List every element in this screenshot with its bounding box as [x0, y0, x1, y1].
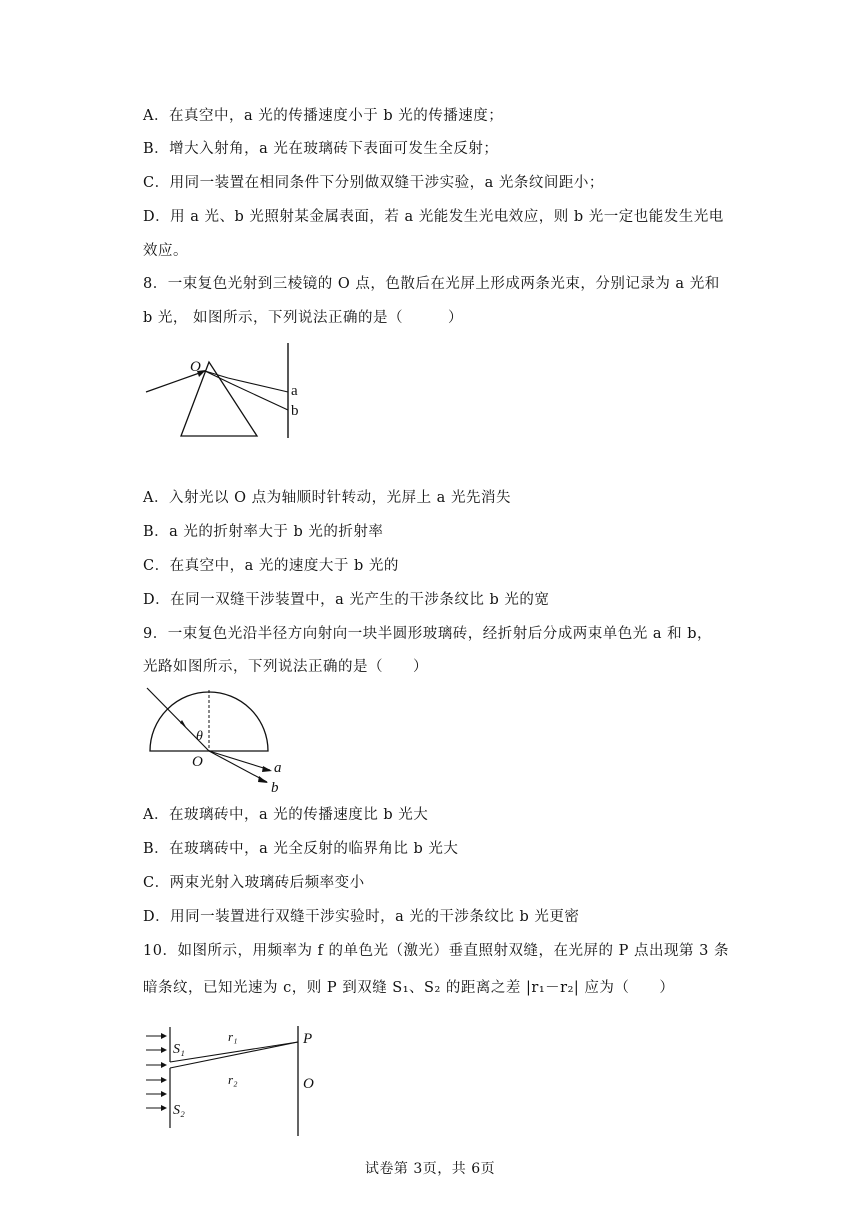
q9-stem: 9．一束复色光沿半径方向射向一块半圆形玻璃砖，经折射后分成两束单色光 a 和 b， [143, 626, 712, 642]
q10-stem: 10．如图所示，用频率为 f 的单色光（激光）垂直照射双缝，在光屏的 P 点出现第 3 条 [143, 943, 729, 959]
q8-option-d: D．在同一双缝干涉装置中，a 光产生的干涉条纹比 b 光的宽 [143, 592, 550, 608]
q8-option-a: A．入射光以 O 点为轴顺时针转动，光屏上 a 光先消失 [143, 490, 511, 506]
page-footer: 试卷第 3页，共 6页 [364, 1161, 496, 1177]
q7-option-c: C．用同一装置在相同条件下分别做双缝干涉实验，a 光条纹间距小； [143, 175, 604, 191]
q7-option-d-continued: 效应。 [143, 243, 188, 259]
q9-option-b: B．在玻璃砖中，a 光全反射的临界角比 b 光大 [143, 841, 459, 857]
q10-label-r1: r₁ [228, 1029, 238, 1044]
q9-label-theta: θ [196, 729, 203, 744]
q9-semicircle-figure [140, 684, 300, 796]
q10-stem-continued: 暗条纹，已知光速为 c，则 P 到双缝 S₁、S₂ 的距离之差 |r₁－r₂| 应为（ ） [143, 980, 675, 996]
q9-label-b: b [271, 780, 279, 796]
q10-label-r2: r₂ [228, 1072, 238, 1087]
q9-label-a: a [274, 760, 282, 776]
q9-option-d: D．用同一装置进行双缝干涉实验时，a 光的干涉条纹比 b 光更密 [143, 909, 580, 925]
q10-label-s2: S₂ [173, 1103, 185, 1118]
q10-label-o: O [303, 1076, 314, 1092]
q8-label-o: O [190, 359, 201, 375]
q9-stem-continued: 光路如图所示，下列说法正确的是（ ） [143, 659, 428, 675]
q8-prism-figure [140, 340, 310, 442]
q7-option-b: B．增大入射角，a 光在玻璃砖下表面可发生全反射； [143, 141, 499, 157]
q10-label-p: P [303, 1031, 313, 1047]
q9-option-a: A．在玻璃砖中，a 光的传播速度比 b 光大 [143, 807, 429, 823]
q8-stem-continued: b 光， 如图所示，下列说法正确的是（ ） [143, 310, 463, 326]
q10-double-slit-figure [140, 1024, 330, 1140]
q8-label-b: b [291, 403, 299, 419]
q9-option-c: C．两束光射入玻璃砖后频率变小 [143, 875, 365, 891]
q7-option-a: A．在真空中，a 光的传播速度小于 b 光的传播速度； [143, 108, 504, 124]
q8-option-b: B．a 光的折射率大于 b 光的折射率 [143, 524, 384, 540]
q9-label-o: O [192, 754, 203, 770]
q7-option-d: D．用 a 光、b 光照射某金属表面，若 a 光能发生光电效应，则 b 光一定也能发生光电 [143, 209, 724, 225]
q10-label-s1: S₁ [173, 1042, 185, 1057]
q8-option-c: C．在真空中，a 光的速度大于 b 光的 [143, 558, 399, 574]
q8-label-a: a [291, 383, 298, 399]
q8-stem: 8．一束复色光射到三棱镜的 O 点，色散后在光屏上形成两条光束，分别记录为 a 光和 [143, 276, 720, 292]
